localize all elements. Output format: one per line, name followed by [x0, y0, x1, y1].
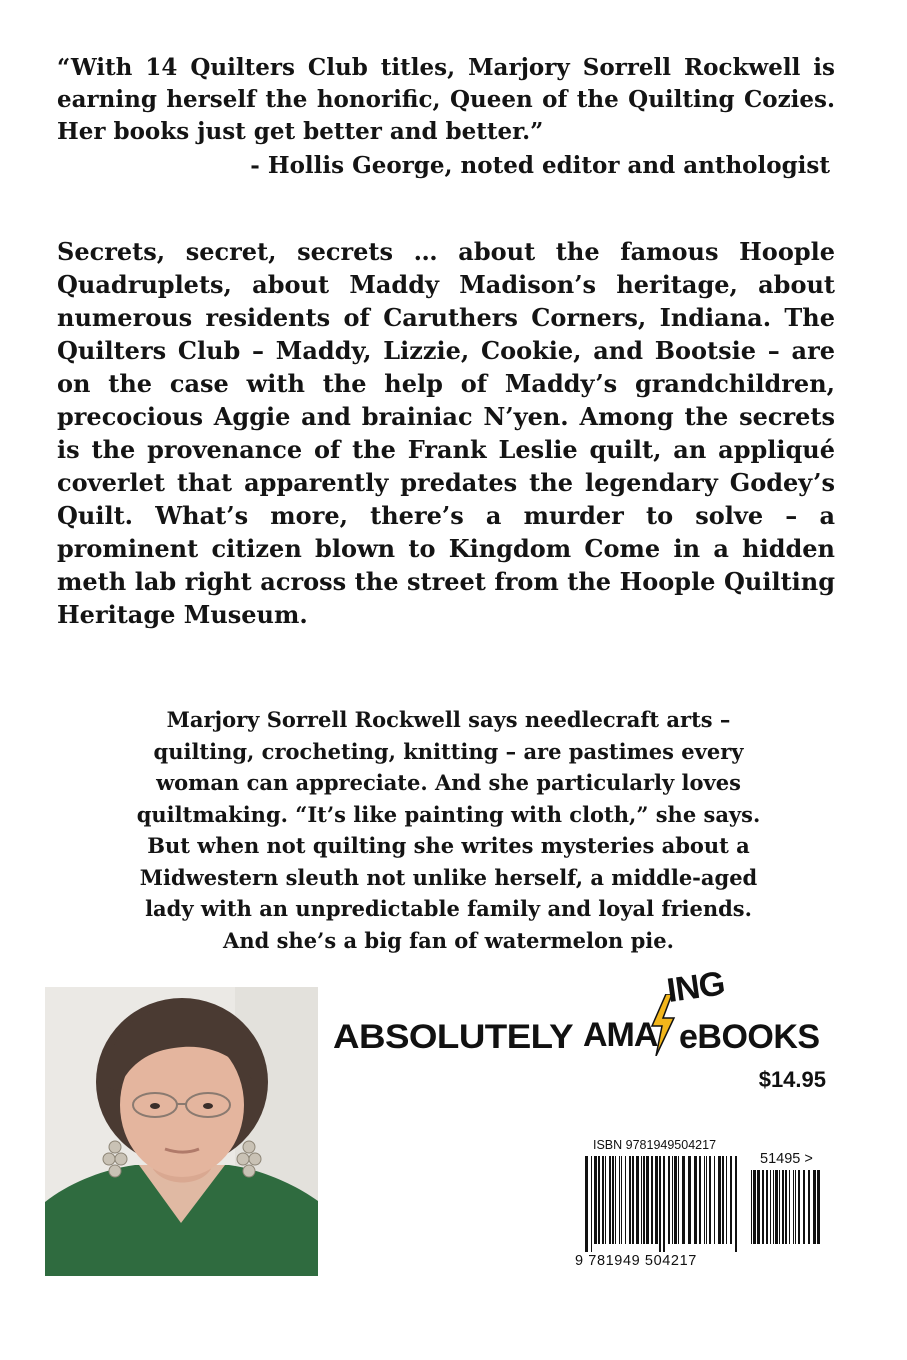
bio-line: quiltmaking. “It’s like painting with cloth,” she says.	[136, 801, 761, 827]
barcode-bar	[753, 1170, 756, 1244]
barcode-bar	[798, 1170, 800, 1244]
endorsement-quote: “With 14 Quilters Club titles, Marjory Sorrell Rockwell is earning herself the honorific, Queen of the Quilting Cozies. Her books just get better and better.”	[57, 54, 835, 145]
barcode-bar	[674, 1156, 677, 1244]
bio-line: Marjory Sorrell Rockwell says needlecraft arts –	[166, 707, 731, 732]
barcode-bar	[817, 1170, 820, 1244]
barcode-bar	[632, 1156, 634, 1244]
barcode-bar	[619, 1156, 620, 1244]
author-photo	[45, 987, 318, 1276]
barcode-bar	[612, 1156, 614, 1244]
barcode-bar	[609, 1156, 611, 1244]
barcode-bar	[699, 1156, 701, 1244]
bio-line: Midwestern sleuth not unlike herself, a middle-aged	[139, 864, 758, 890]
barcode-bar	[785, 1170, 787, 1244]
author-portrait-illustration	[45, 987, 318, 1276]
logo-word-ing: ING	[664, 964, 727, 1011]
barcode-bar	[605, 1156, 606, 1244]
barcode-bar	[762, 1170, 764, 1244]
logo-word-ama: AMA	[583, 1016, 658, 1054]
barcode-bar	[602, 1156, 604, 1244]
barcode-bar	[636, 1156, 639, 1244]
barcode-bar	[714, 1156, 715, 1244]
logo-word-ebooks: eBOOKS	[679, 1018, 820, 1056]
endorsement-attribution: - Hollis George, noted editor and anthologist	[250, 152, 830, 179]
author-bio	[100, 704, 797, 956]
barcode-bar	[625, 1156, 626, 1244]
barcode-bar	[735, 1156, 737, 1252]
barcode-bar	[646, 1156, 649, 1244]
addon-barcode	[751, 1170, 823, 1252]
logo-word-absolutely: ABSOLUTELY	[333, 1018, 574, 1056]
barcode-bar	[672, 1156, 673, 1244]
barcode-bar	[803, 1170, 805, 1244]
barcode-bar	[659, 1156, 661, 1252]
barcode-bar	[751, 1170, 752, 1244]
publisher-logo	[333, 964, 833, 1062]
bio-line: woman can appreciate. And she particularly loves	[156, 770, 741, 795]
barcode-bar	[694, 1156, 697, 1244]
barcode-bar	[757, 1170, 760, 1244]
barcode-bar	[766, 1170, 768, 1244]
barcode-bar	[779, 1170, 780, 1244]
barcode-bar	[789, 1170, 790, 1244]
isbn-barcode	[585, 1156, 738, 1252]
barcode-bar	[594, 1156, 597, 1244]
barcode-bar	[704, 1156, 705, 1244]
barcode-bar	[709, 1156, 711, 1244]
barcode-bar	[641, 1156, 642, 1244]
barcode-bar	[615, 1156, 616, 1244]
barcode-bar	[793, 1170, 794, 1244]
barcode-bar	[706, 1156, 707, 1244]
barcode-bar	[621, 1156, 622, 1244]
barcode-bar	[663, 1156, 665, 1252]
barcode-bar	[688, 1156, 691, 1244]
barcode-bar	[730, 1156, 732, 1244]
barcode-bar	[598, 1156, 600, 1244]
barcode-bar	[591, 1156, 592, 1252]
barcode-bar	[651, 1156, 653, 1244]
isbn-digits: 9 781949 504217	[575, 1253, 697, 1269]
barcode-bar	[808, 1170, 810, 1244]
barcode-bar	[629, 1156, 631, 1244]
barcode-bar	[782, 1170, 784, 1244]
bio-line: lady with an unpredictable family and loyal friends.	[145, 896, 752, 921]
barcode-bar	[585, 1156, 588, 1252]
barcode-bar	[775, 1170, 778, 1244]
barcode-bar	[773, 1170, 774, 1244]
bio-line: And she’s a big fan of watermelon pie.	[223, 927, 674, 953]
barcode-bar	[722, 1156, 724, 1244]
barcode-bar	[655, 1156, 658, 1244]
barcode-bar	[678, 1156, 679, 1244]
barcode-bar	[682, 1156, 685, 1244]
barcode-bar	[668, 1156, 670, 1244]
barcode-bar	[718, 1156, 721, 1244]
isbn-label: ISBN 9781949504217	[593, 1138, 717, 1152]
barcode-bar	[643, 1156, 645, 1244]
bio-line: But when not quilting she writes mysteries about a	[147, 833, 750, 858]
barcode-bar	[813, 1170, 816, 1244]
book-synopsis: Secrets, secret, secrets … about the famous Hoople Quadruplets, about Maddy Madison’s heritage, about numerous residents of Caruthers Corners, Indiana. The Quilters Club – Maddy, Lizzie, Cookie, and Bootsie – are on the case with the help of Maddy’s grandchildren, precocious Aggie and brainiac N’yen. Among the secrets is the provenance of the Frank Leslie quilt, an appliqué coverlet that apparently predates the legendary Godey’s Quilt. What’s more, there’s a murder to solve – a prominent citizen blown to Kingdom Come in a hidden meth lab right across the street from the Hoople Quilting Heritage Museum.	[57, 237, 835, 629]
barcode-bar	[795, 1170, 796, 1244]
barcode-bar	[770, 1170, 771, 1244]
price-label: $14.95	[758, 1067, 826, 1092]
barcode-addon-digits: 51495 >	[760, 1151, 813, 1167]
barcode-bar	[726, 1156, 727, 1244]
bio-line: quilting, crocheting, knitting – are pastimes every	[153, 738, 744, 764]
